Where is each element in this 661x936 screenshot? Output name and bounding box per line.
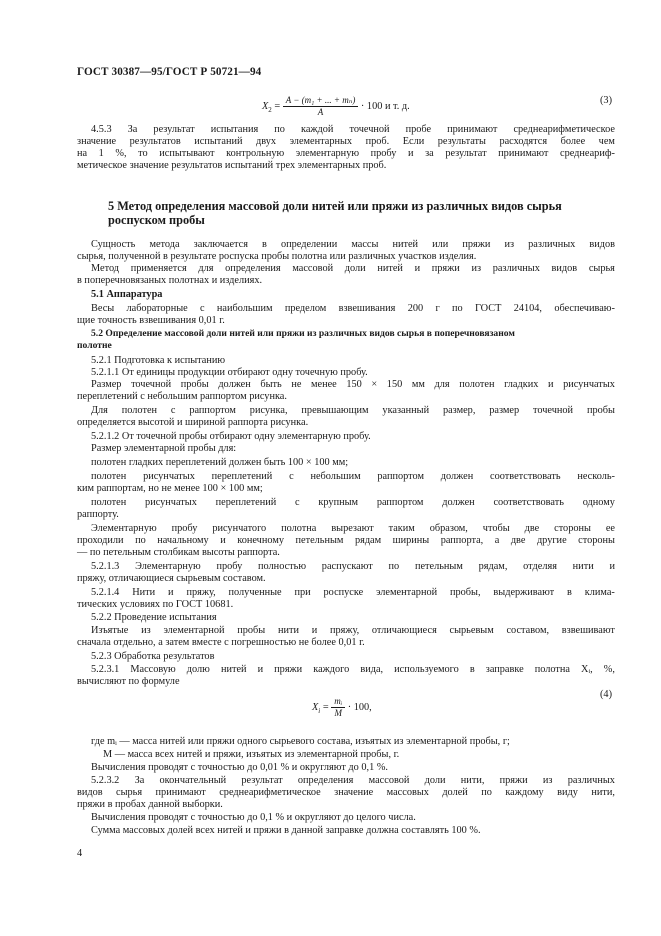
- text-line: Размер точечной пробы должен быть не менее 150 × 150 мм для полотен гладких и рисунчатых: [91, 379, 615, 390]
- document-header: ГОСТ 30387—95/ГОСТ Р 50721—94: [77, 66, 262, 78]
- text-line: — по петельным столбикам высоты раппорта.: [77, 547, 280, 558]
- formula-4-lhs: X: [312, 701, 319, 713]
- text-line: тических условиях по ГОСТ 10681.: [77, 599, 234, 610]
- text-line: Элементарную пробу рисунчатого полотна вырезают таким образом, чтобы две стороны ее: [91, 523, 615, 534]
- text-line: полотен гладких переплетений должен быть 100 × 100 мм;: [91, 457, 349, 468]
- text-line: щие точность взвешивания 0,01 г.: [77, 315, 225, 326]
- text-line: 5.2.1.1 От единицы продукции отбирают одну точечную пробу.: [91, 367, 368, 378]
- text-line: раппорту.: [77, 509, 119, 520]
- formula-4-lhs-sub: i: [318, 706, 321, 715]
- formula-4: $X_i$ = $\frac{\text{mᵢ}}{M}$ · 100,: [312, 696, 372, 718]
- text-line: Метод применяется для определения массовой доли нитей и пряжи из различных видов сырья: [91, 263, 615, 274]
- text-line: на 1 %, то испытывают контрольную элементарную пробу и за результат принимают среднеариф-: [77, 148, 615, 159]
- formula-4-tail: · 100,: [347, 701, 372, 713]
- text-line: 5.2.3.1 Массовую долю нитей и пряжи каждого вида, используемого в заправке полотна Xᵢ, %,: [91, 664, 615, 675]
- text-line: видов сырья принимают среднеарифметическое значение массовых долей по каждому виду нити,: [77, 787, 615, 798]
- section-title-line: 5 Метод определения массовой доли нитей или пряжи из различных видов сырья: [108, 199, 562, 213]
- page-number: 4: [77, 848, 83, 859]
- formula-3-number: (3): [600, 95, 613, 106]
- formula-4-number: (4): [600, 689, 613, 700]
- formula-3: $X_2$ = $\frac{\text{A − (m₁ + ... + mₙ)}}{A}$ · 100 и т. д.: [262, 95, 410, 117]
- text-line: проходили по начальному и конечному петельным рядам ширины раппорта, а две другие стороны: [77, 535, 615, 546]
- text-line: Вычисления проводят с точностью до 0,1 % и округляют до целого числа.: [91, 812, 416, 823]
- text-line: пряжи в пробах данной выборки.: [77, 799, 223, 810]
- text-line: 5.2.1.4 Нити и пряжу, полученные при роспуске элементарной пробы, выдерживают в клима-: [91, 587, 615, 598]
- text-line: 5.2.3.2 За окончательный результат определения массовой доли нити, пряжи из различных: [91, 775, 615, 786]
- text-line: в поперечновязаных полотнах и изделиях.: [77, 275, 263, 286]
- text-line: 5.2.1.2 От точечной пробы отбирают одну элементарную пробу.: [91, 431, 371, 442]
- text-line: 4.5.3 За результат испытания по каждой точечной пробе принимают среднеарифметическое: [91, 124, 615, 135]
- formula-3-lhs: X: [262, 100, 269, 112]
- text-line: 5.2.1 Подготовка к испытанию: [91, 355, 226, 366]
- text-line: 5.2.3 Обработка результатов: [91, 651, 215, 662]
- text-line: Весы лабораторные с наибольшим пределом взвешивания 200 г по ГОСТ 24104, обеспечиваю-: [91, 303, 615, 314]
- section-title-line: роспуском пробы: [108, 213, 205, 227]
- formula-3-fraction: [283, 95, 359, 118]
- text-line: полотен рисунчатых переплетений с небольшим раппортом должен соответствовать несколь-: [91, 471, 615, 482]
- formula-3-tail: · 100 и т. д.: [360, 100, 410, 112]
- formula-3-lhs-sub: 2: [268, 105, 272, 114]
- subsection-heading-line: полотне: [77, 340, 112, 351]
- text-line: 5.2.2 Проведение испытания: [91, 612, 217, 623]
- text-line: Сумма массовых долей всех нитей и пряжи в данной заправке должна составлять 100 %.: [91, 825, 481, 836]
- formula-4-fraction: [331, 696, 345, 719]
- text-line: Вычисления проводят с точностью до 0,01 % и округляют до 0,1 %.: [91, 762, 388, 773]
- text-line: Для полотен с раппортом рисунка, превышающим указанный размер, размер точечной пробы: [91, 405, 615, 416]
- text-line: вычисляют по формуле: [77, 676, 180, 687]
- text-line: 5.2.1.3 Элементарную пробу полностью распускают по петельным рядам, отделяя нити и: [91, 561, 615, 572]
- formula-4-numerator: mᵢ: [331, 696, 345, 708]
- subsection-heading-line: 5.1 Аппаратура: [91, 289, 163, 300]
- text-line: Размер элементарной пробы для:: [91, 443, 237, 454]
- text-line: сырья, полученной в результате роспуска пробы полотна или различных участков изделия.: [77, 251, 477, 262]
- formula-4-denominator: M: [334, 708, 342, 718]
- text-line: полотен рисунчатых переплетений с крупным раппортом должен соответствовать одному: [91, 497, 615, 508]
- text-line: сначала отдельно, а затем вместе с погрешностью не более 0,01 г.: [77, 637, 365, 648]
- text-line: M — масса всех нитей и пряжи, изъятых из элементарной пробы, г.: [103, 749, 400, 760]
- text-line: ким раппортам, но не менее 100 × 100 мм;: [77, 483, 263, 494]
- text-line: определяется высотой и шириной раппорта рисунка.: [77, 417, 309, 428]
- text-line: где mᵢ — масса нитей или пряжи одного сырьевого состава, изъятых из элементарной пробы, г;: [91, 736, 510, 747]
- text-line: Сущность метода заключается в определении массы нитей или пряжи из различных видов: [91, 239, 615, 250]
- text-line: Изъятые из элементарной пробы нити и пряжу, отличающиеся сырьевым составом, взвешивают: [91, 625, 615, 636]
- formula-3-denominator: A: [317, 107, 324, 117]
- text-line: переплетений с небольшим раппортом рисунка.: [77, 391, 287, 402]
- text-line: пряжу, отличающиеся сырьевым составом.: [77, 573, 266, 584]
- formula-3-numerator: A − (m₁ + ... + mₙ): [283, 95, 359, 107]
- subsection-heading-line: 5.2 Определение массовой доли нитей или пряжи из различных видов сырья в поперечновязаном: [91, 328, 515, 339]
- text-line: значение результатов испытаний двух элементарных проб. Если результаты расходятся более чем: [77, 136, 615, 147]
- text-line: метическое значение результатов испытаний трех элементарных проб.: [77, 160, 387, 171]
